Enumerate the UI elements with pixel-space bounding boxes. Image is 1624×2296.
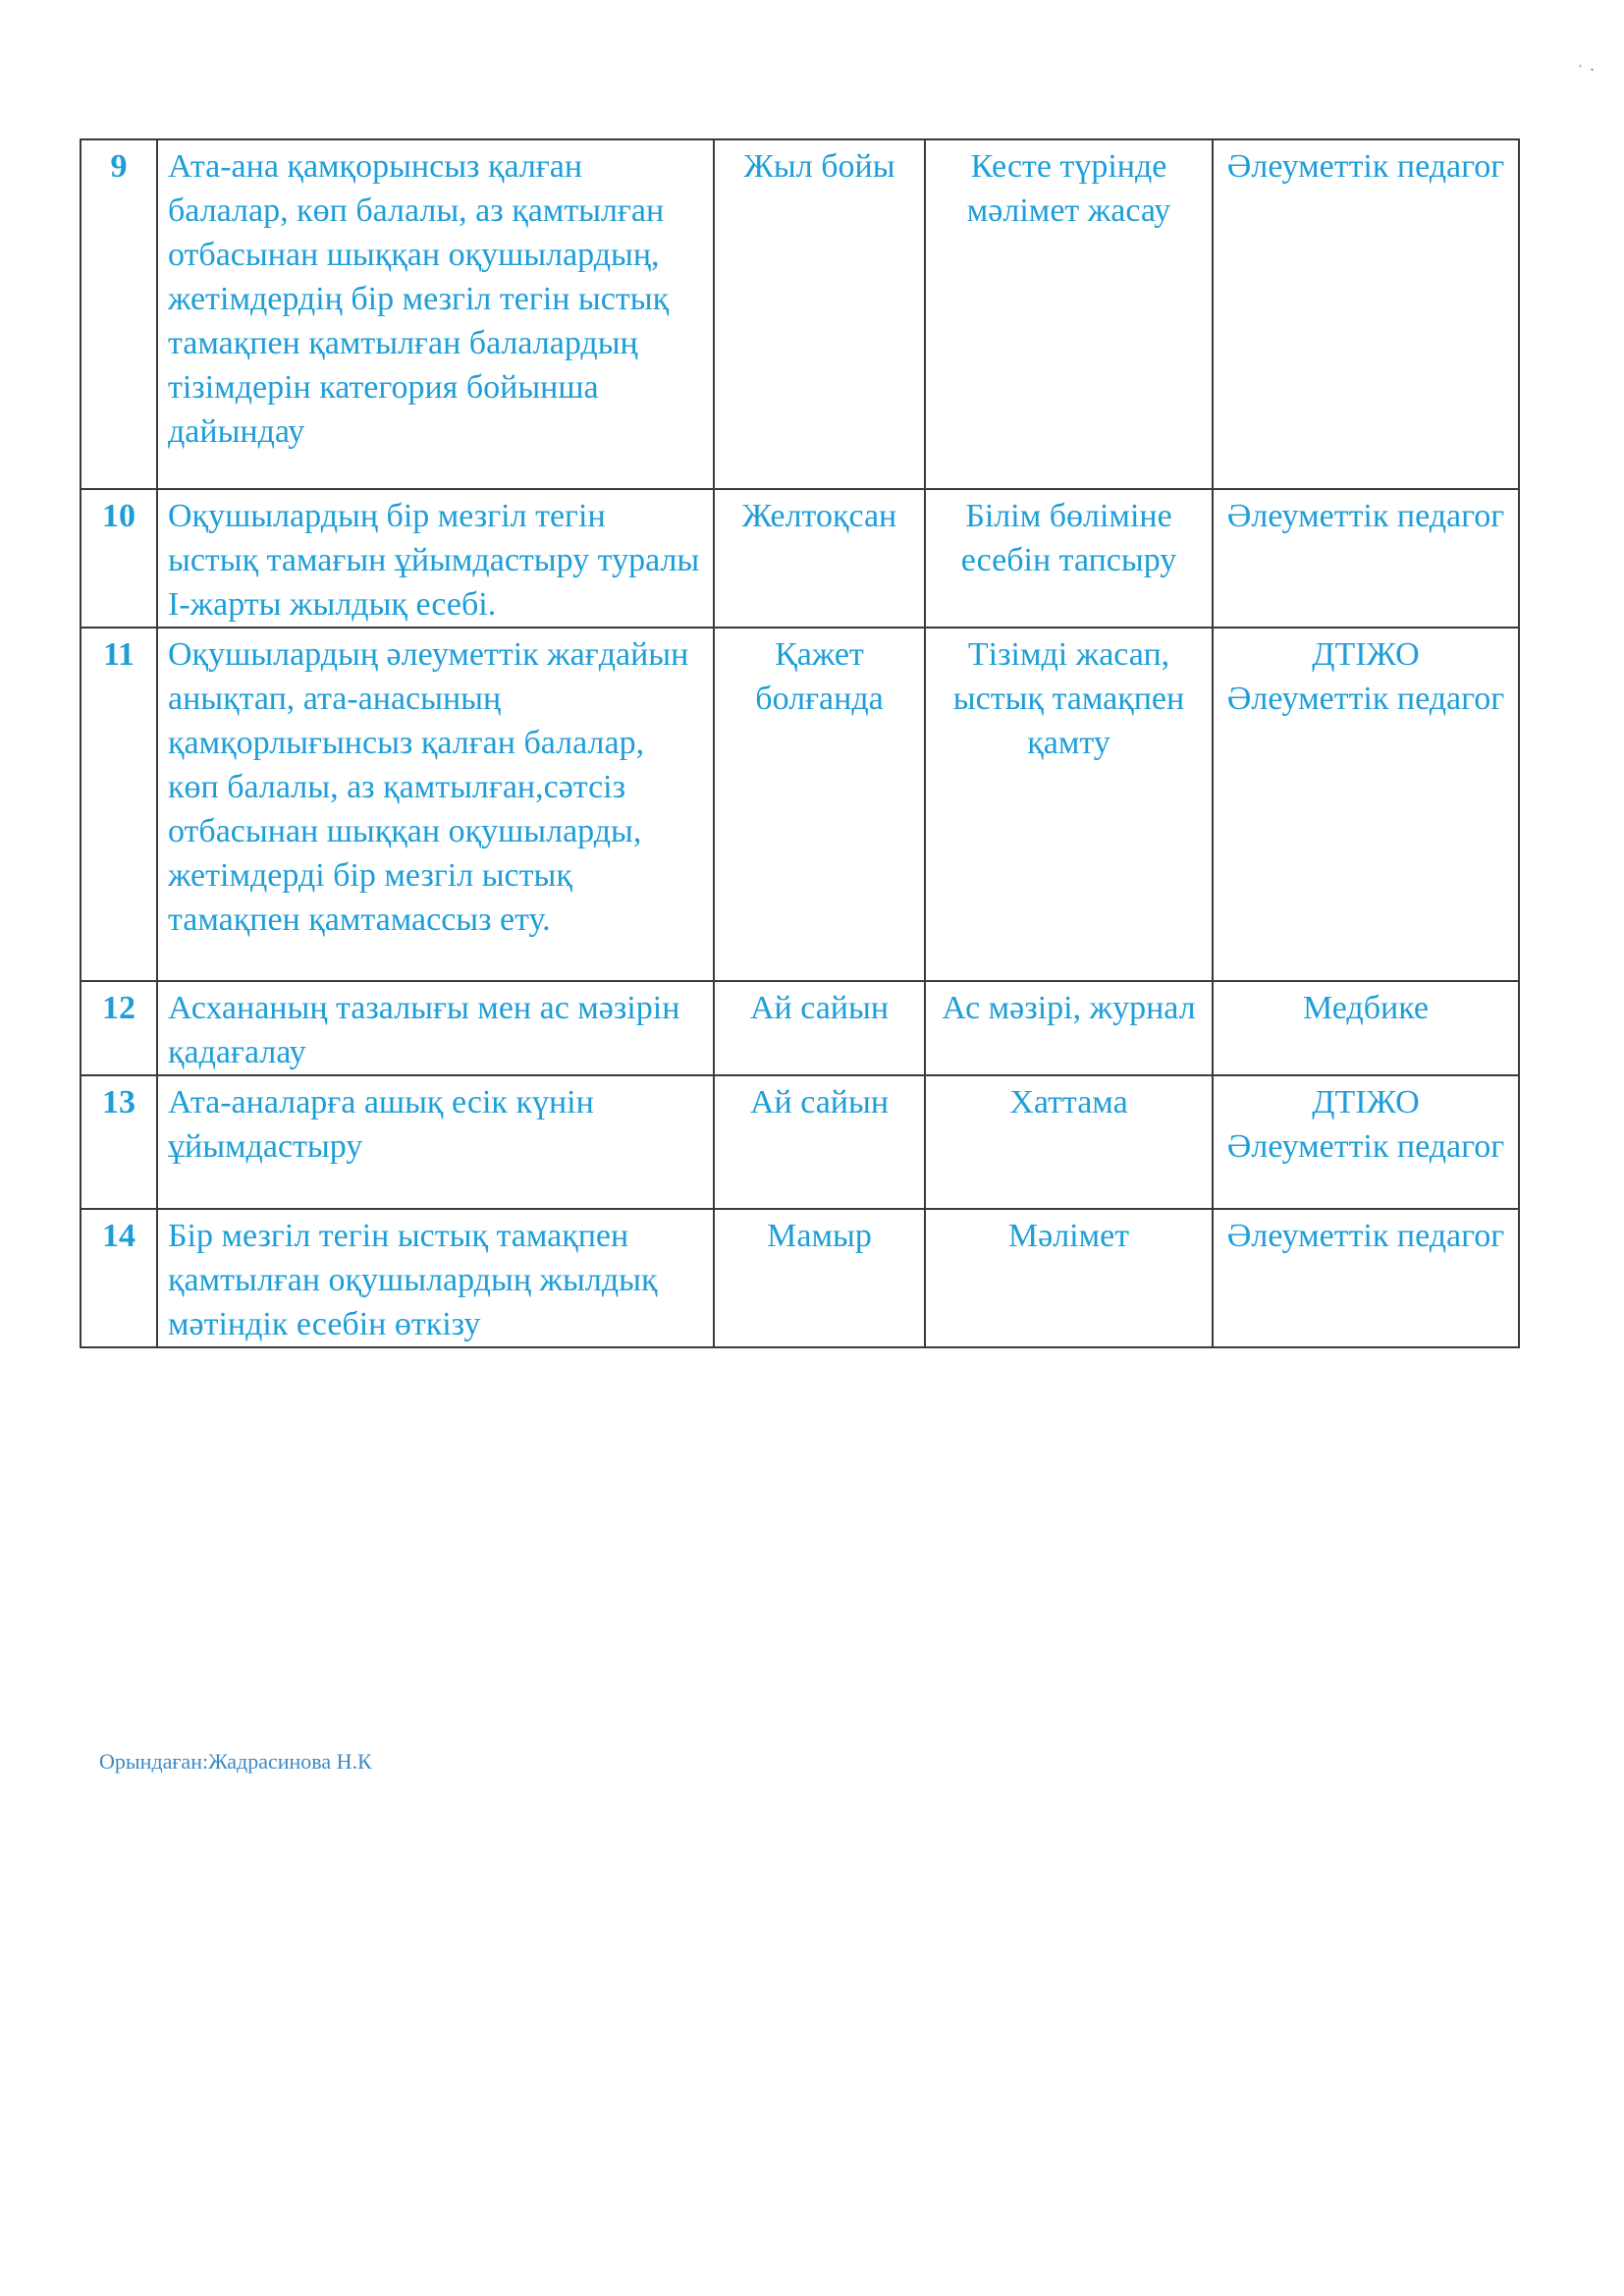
responsible-cell: ДТІЖО Әлеуметтік педагог (1213, 1075, 1519, 1209)
table-row (81, 139, 1519, 489)
event-cell: Ата-ана қамқорынсыз қалған балалар, көп балалы, аз қамтылған отбасынан шыққан оқушылардың, жетімдердің бір мезгіл тегін ыстық тамақпен қамтылған балалардың тізімдерін категория бойынша дайындау (157, 139, 714, 489)
event-cell: Оқушылардың әлеуметтік жағдайын анықтап, ата-анасының қамқорлығынсыз қалған балалар, көп балалы, аз қамтылған,сәтсіз отбасынан шыққан оқушыларды, жетімдерді бір мезгіл ыстық тамақпен қамтамассыз ету. (157, 628, 714, 981)
event-cell: Оқушылардың бір мезгіл тегін ыстық тамағын ұйымдастыру туралы I-жарты жылдық есебі. (157, 489, 714, 628)
row-number: 13 (81, 1075, 157, 1209)
row-number: 9 (81, 139, 157, 489)
responsible-cell: Әлеуметтік педагог (1213, 1209, 1519, 1347)
form-cell: Хаттама (925, 1075, 1213, 1209)
form-cell: Білім бөліміне есебін тапсыру (925, 489, 1213, 628)
table-row (81, 628, 1519, 981)
time-cell: Мамыр (714, 1209, 925, 1347)
event-cell: Бір мезгіл тегін ыстық тамақпен қамтылған оқушылардың жылдық мәтіндік есебін өткізу (157, 1209, 714, 1347)
plan-table (80, 138, 1520, 1348)
responsible-cell: Әлеуметтік педагог (1213, 139, 1519, 489)
form-cell: Кесте түрінде мәлімет жасау (925, 139, 1213, 489)
row-number: 14 (81, 1209, 157, 1347)
event-cell: Ата-аналарға ашық есік күнін ұйымдастыру (157, 1075, 714, 1209)
form-cell: Тізімді жасап, ыстық тамақпен қамту (925, 628, 1213, 981)
table-row (81, 489, 1519, 628)
responsible-cell: Әлеуметтік педагог (1213, 489, 1519, 628)
time-cell: Желтоқсан (714, 489, 925, 628)
time-cell: Қажет болғанда (714, 628, 925, 981)
form-cell: Мәлімет (925, 1209, 1213, 1347)
row-number: 11 (81, 628, 157, 981)
page-corner-mark: ˒ ˏ (1578, 57, 1597, 72)
row-number: 10 (81, 489, 157, 628)
row-number: 12 (81, 981, 157, 1075)
table-row (81, 1209, 1519, 1347)
table-row (81, 981, 1519, 1075)
responsible-cell: Медбике (1213, 981, 1519, 1075)
form-cell: Ас мәзірі, журнал (925, 981, 1213, 1075)
table-row (81, 1075, 1519, 1209)
time-cell: Ай сайын (714, 981, 925, 1075)
time-cell: Жыл бойы (714, 139, 925, 489)
responsible-cell: ДТІЖО Әлеуметтік педагог (1213, 628, 1519, 981)
signed-by: Орындаған:Жадрасинова Н.К (99, 1749, 372, 1774)
event-cell: Асхананың тазалығы мен ас мәзірін қадағалау (157, 981, 714, 1075)
time-cell: Ай сайын (714, 1075, 925, 1209)
